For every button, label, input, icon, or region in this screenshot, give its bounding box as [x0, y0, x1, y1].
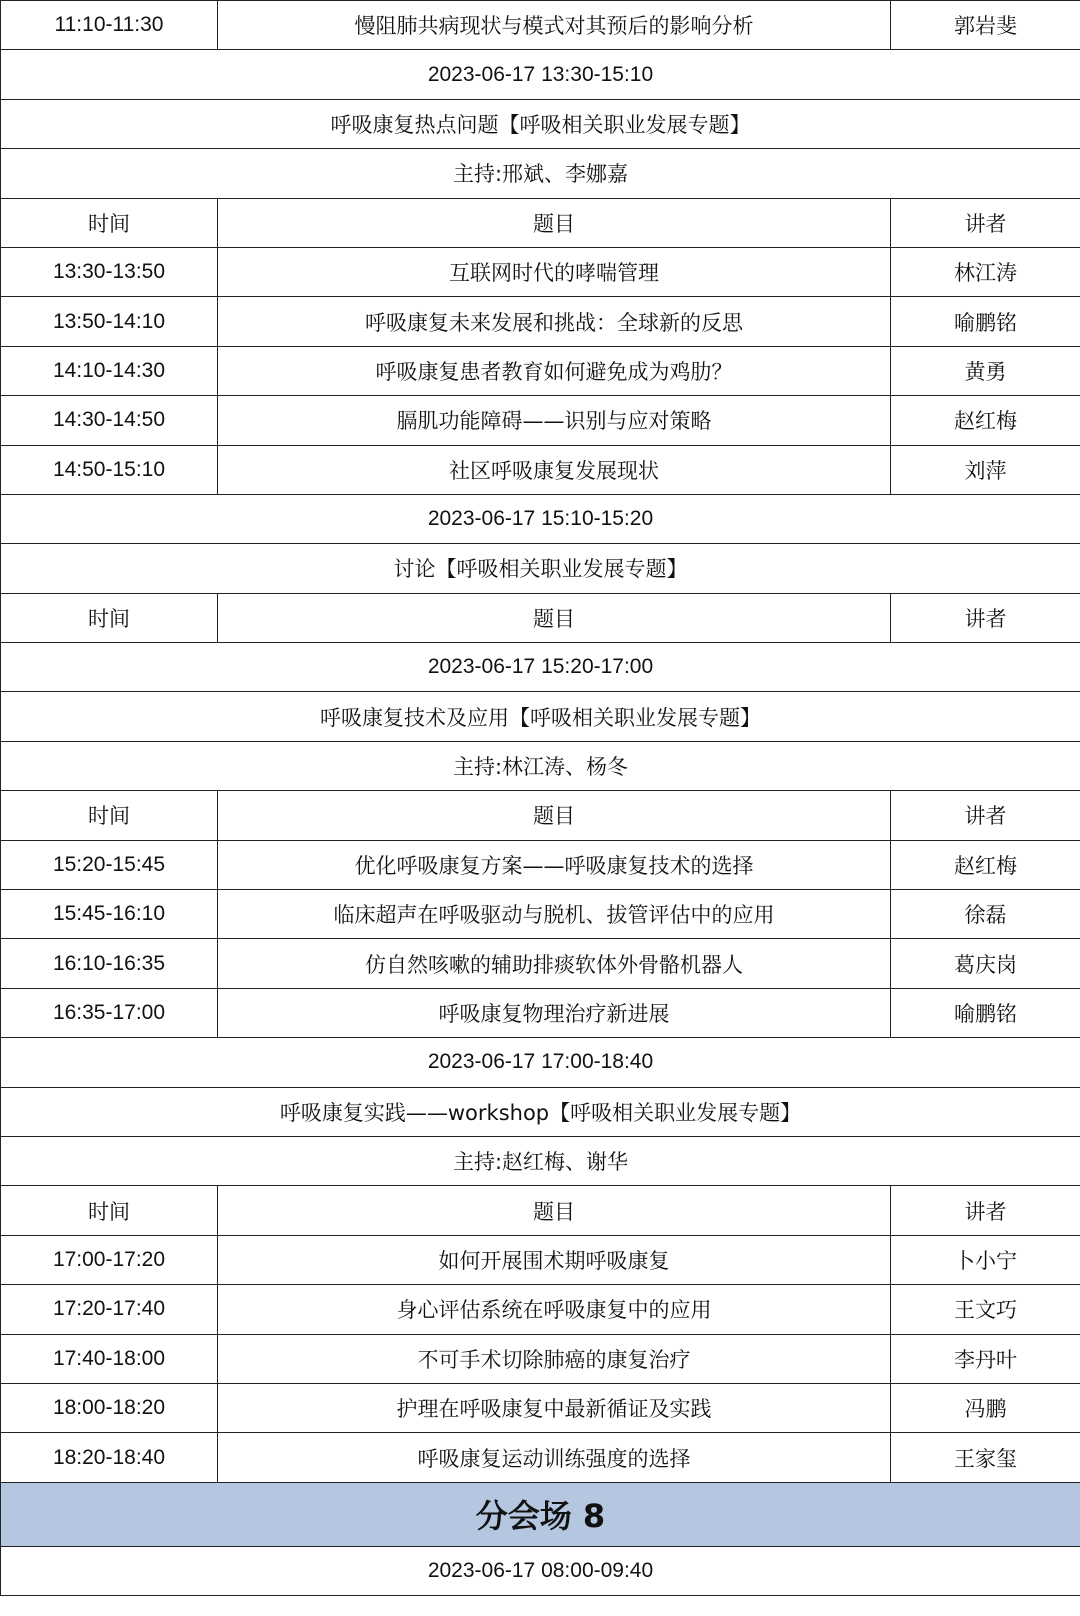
column-header-row [1, 198, 1080, 247]
session-time: 14:30-14:50 [1, 396, 218, 445]
session-speaker: 黄勇 [891, 346, 1080, 395]
session-title-row: 讨论【呼吸相关职业发展专题】 [1, 544, 1080, 593]
session-topic: 呼吸康复运动训练强度的选择 [218, 1433, 891, 1482]
session-time: 18:00-18:20 [1, 1383, 218, 1432]
column-header-row [1, 1186, 1080, 1235]
session-speaker: 林江涛 [891, 247, 1080, 296]
session-time: 17:00-17:20 [1, 1235, 218, 1284]
session-date-row: 2023-06-17 15:10-15:20 [1, 494, 1080, 543]
session-speaker: 冯鹏 [891, 1383, 1080, 1432]
session-date-row-row [1, 643, 1080, 692]
session-date-row: 2023-06-17 15:20-17:00 [1, 643, 1080, 692]
session-speaker: 王家玺 [891, 1433, 1080, 1482]
session-time: 13:50-14:10 [1, 297, 218, 346]
header-speaker: 讲者 [891, 198, 1080, 247]
header-topic: 题目 [218, 1186, 891, 1235]
session-topic: 优化呼吸康复方案——呼吸康复技术的选择 [218, 840, 891, 889]
session-host-row-row [1, 149, 1080, 198]
session-time: 14:50-15:10 [1, 445, 218, 494]
session-title-row-row [1, 692, 1080, 741]
venue-heading-row [1, 1482, 1080, 1546]
session-date-row-row [1, 1038, 1080, 1087]
session-time: 18:20-18:40 [1, 1433, 218, 1482]
session-row [1, 346, 1080, 395]
session-time: 16:35-17:00 [1, 988, 218, 1037]
session-speaker: 卜小宁 [891, 1235, 1080, 1284]
session-topic: 仿自然咳嗽的辅助排痰软体外骨骼机器人 [218, 939, 891, 988]
session-row [1, 988, 1080, 1037]
session-date-row: 2023-06-17 08:00-09:40 [1, 1546, 1080, 1595]
session-speaker: 喻鹏铭 [891, 988, 1080, 1037]
session-speaker: 赵红梅 [891, 840, 1080, 889]
header-time: 时间 [1, 593, 218, 642]
session-speaker: 葛庆岗 [891, 939, 1080, 988]
session-date-row-row [1, 494, 1080, 543]
session-topic: 慢阻肺共病现状与模式对其预后的影响分析 [218, 1, 891, 50]
session-row [1, 247, 1080, 296]
session-title-row: 呼吸康复热点问题【呼吸相关职业发展专题】 [1, 99, 1080, 148]
session-row [1, 840, 1080, 889]
session-title-row-row [1, 544, 1080, 593]
session-host-row: 主持:赵红梅、谢华 [1, 1136, 1080, 1185]
session-host-row: 主持:邢斌、李娜嘉 [1, 149, 1080, 198]
header-topic: 题目 [218, 791, 891, 840]
session-row [1, 396, 1080, 445]
session-row [1, 1, 1080, 50]
session-title-row-row [1, 1087, 1080, 1136]
header-time: 时间 [1, 198, 218, 247]
session-topic: 不可手术切除肺癌的康复治疗 [218, 1334, 891, 1383]
session-speaker: 喻鹏铭 [891, 297, 1080, 346]
header-topic: 题目 [218, 198, 891, 247]
session-topic: 互联网时代的哮喘管理 [218, 247, 891, 296]
session-row [1, 1334, 1080, 1383]
session-topic: 身心评估系统在呼吸康复中的应用 [218, 1285, 891, 1334]
venue-heading: 分会场 8 [1, 1482, 1080, 1546]
header-time: 时间 [1, 1186, 218, 1235]
session-title-row: 呼吸康复技术及应用【呼吸相关职业发展专题】 [1, 692, 1080, 741]
session-time: 13:30-13:50 [1, 247, 218, 296]
session-topic: 呼吸康复物理治疗新进展 [218, 988, 891, 1037]
session-time: 11:10-11:30 [1, 1, 218, 50]
session-date-row-row [1, 1546, 1080, 1595]
session-row [1, 297, 1080, 346]
session-topic: 临床超声在呼吸驱动与脱机、拔管评估中的应用 [218, 890, 891, 939]
session-time: 17:40-18:00 [1, 1334, 218, 1383]
header-topic: 题目 [218, 593, 891, 642]
session-speaker: 王文巧 [891, 1285, 1080, 1334]
session-topic: 如何开展围术期呼吸康复 [218, 1235, 891, 1284]
column-header-row [1, 593, 1080, 642]
session-host-row-row [1, 741, 1080, 790]
session-speaker: 赵红梅 [891, 396, 1080, 445]
header-speaker: 讲者 [891, 791, 1080, 840]
session-row [1, 890, 1080, 939]
schedule-body [1, 1, 1080, 1596]
header-speaker: 讲者 [891, 593, 1080, 642]
session-date-row: 2023-06-17 13:30-15:10 [1, 50, 1080, 99]
session-time: 17:20-17:40 [1, 1285, 218, 1334]
header-speaker: 讲者 [891, 1186, 1080, 1235]
session-time: 16:10-16:35 [1, 939, 218, 988]
session-topic: 社区呼吸康复发展现状 [218, 445, 891, 494]
header-time: 时间 [1, 791, 218, 840]
session-row [1, 939, 1080, 988]
session-date-row-row [1, 50, 1080, 99]
session-host-row: 主持:林江涛、杨冬 [1, 741, 1080, 790]
session-time: 14:10-14:30 [1, 346, 218, 395]
session-topic: 呼吸康复患者教育如何避免成为鸡肋？ [218, 346, 891, 395]
session-row [1, 1433, 1080, 1482]
session-host-row-row [1, 1136, 1080, 1185]
session-speaker: 刘萍 [891, 445, 1080, 494]
session-title-row-row [1, 99, 1080, 148]
session-row [1, 1383, 1080, 1432]
session-title-row: 呼吸康复实践——workshop【呼吸相关职业发展专题】 [1, 1087, 1080, 1136]
session-row [1, 1235, 1080, 1284]
session-row [1, 1285, 1080, 1334]
session-speaker: 徐磊 [891, 890, 1080, 939]
session-date-row: 2023-06-17 17:00-18:40 [1, 1038, 1080, 1087]
session-topic: 膈肌功能障碍——识别与应对策略 [218, 396, 891, 445]
session-time: 15:20-15:45 [1, 840, 218, 889]
session-speaker: 郭岩斐 [891, 1, 1080, 50]
session-speaker: 李丹叶 [891, 1334, 1080, 1383]
session-time: 15:45-16:10 [1, 890, 218, 939]
session-topic: 呼吸康复未来发展和挑战：全球新的反思 [218, 297, 891, 346]
column-header-row [1, 791, 1080, 840]
session-topic: 护理在呼吸康复中最新循证及实践 [218, 1383, 891, 1432]
session-row [1, 445, 1080, 494]
